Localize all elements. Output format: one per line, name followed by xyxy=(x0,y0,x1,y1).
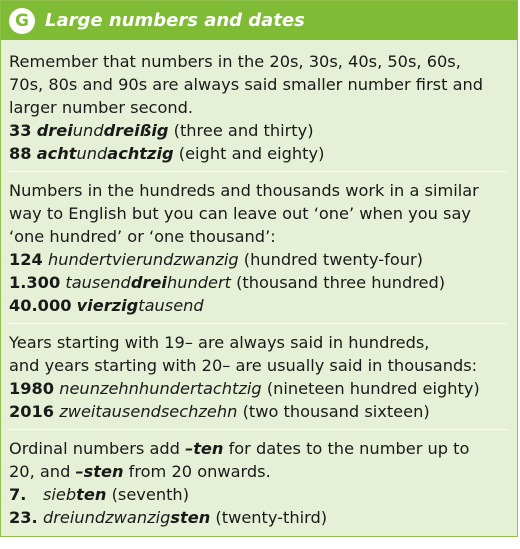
example-word-part: vierzig xyxy=(76,296,139,315)
example-word-part: sieb xyxy=(43,485,77,504)
suffix-ten: –ten xyxy=(185,439,224,458)
example-line xyxy=(9,248,507,271)
example-word-part: achtzig xyxy=(107,144,174,163)
example-number: 33 xyxy=(9,121,32,140)
intro-text: 20, and xyxy=(9,462,76,481)
section-years xyxy=(9,331,507,430)
box-content xyxy=(1,40,517,535)
example-gloss: (eight and eighty) xyxy=(178,144,325,163)
example-line xyxy=(9,119,507,142)
example-line xyxy=(9,271,507,294)
intro-line: ‘one hundred’ or ‘one thousand’: xyxy=(9,227,276,246)
example-word-part: drei xyxy=(36,121,73,140)
section-word-order xyxy=(9,50,507,172)
example-gloss: (three and thirty) xyxy=(173,121,314,140)
intro-line: way to English but you can leave out ‘one’ when you say xyxy=(9,204,471,223)
example-word-part: sten xyxy=(170,508,211,527)
section-hundreds-thousands xyxy=(9,179,507,324)
section-ordinals xyxy=(9,437,507,535)
example-word-part: und xyxy=(76,144,108,163)
example-word-part: tausend xyxy=(138,296,204,315)
example-line xyxy=(9,377,507,400)
intro-text: from 20 onwards. xyxy=(123,462,271,481)
example-line xyxy=(9,483,507,506)
example-gloss: (seventh) xyxy=(111,485,190,504)
intro-line: Years starting with 19– are always said in hundreds, xyxy=(9,333,430,352)
intro-line: Numbers in the hundreds and thousands work in a similar xyxy=(9,181,479,200)
intro-text: for dates to the number up to xyxy=(223,439,470,458)
intro-line: and years starting with 20– are usually said in thousands: xyxy=(9,356,478,375)
section-badge: G xyxy=(9,8,35,34)
example-line xyxy=(9,506,507,529)
example-word: neunzehnhundertachtzig xyxy=(59,379,262,398)
example-word-part: dreißig xyxy=(103,121,169,140)
example-word: zweitausendsechzehn xyxy=(59,402,238,421)
intro-line: larger number second. xyxy=(9,98,194,117)
example-word-part: dreiundzwanzig xyxy=(43,508,171,527)
example-line xyxy=(9,142,507,165)
intro-line: 70s, 80s and 90s are always said smaller number first and xyxy=(9,75,484,94)
example-number: 23. xyxy=(9,508,38,527)
example-line xyxy=(9,400,507,423)
example-number: 2016 xyxy=(9,402,55,421)
example-number: 40.000 xyxy=(9,296,72,315)
example-line xyxy=(9,294,507,317)
example-gloss: (twenty-third) xyxy=(215,508,328,527)
example-word-part: drei xyxy=(130,273,167,292)
example-gloss: (hundred twenty-four) xyxy=(243,250,423,269)
intro-text: Ordinal numbers add xyxy=(9,439,186,458)
intro-line xyxy=(9,437,507,460)
intro-line: Remember that numbers in the 20s, 30s, 40s, 50s, 60s, xyxy=(9,52,461,71)
example-number: 124 xyxy=(9,250,43,269)
example-number: 7. xyxy=(9,485,27,504)
intro-line xyxy=(9,460,507,483)
example-gloss: (nineteen hundred eighty) xyxy=(266,379,480,398)
example-number: 88 xyxy=(9,144,32,163)
example-word-part: ten xyxy=(76,485,107,504)
example-word: hundertvierundzwanzig xyxy=(47,250,239,269)
example-number: 1.300 xyxy=(9,273,61,292)
example-word-part: hundert xyxy=(166,273,231,292)
example-number: 1980 xyxy=(9,379,55,398)
example-word-part: und xyxy=(72,121,104,140)
box-title: Large numbers and dates xyxy=(45,10,305,31)
example-gloss: (two thousand sixteen) xyxy=(242,402,430,421)
suffix-sten: –sten xyxy=(75,462,124,481)
box-header xyxy=(1,1,517,40)
example-word-part: tausend xyxy=(65,273,131,292)
example-word-part: acht xyxy=(36,144,77,163)
example-gloss: (thousand three hundred) xyxy=(236,273,446,292)
